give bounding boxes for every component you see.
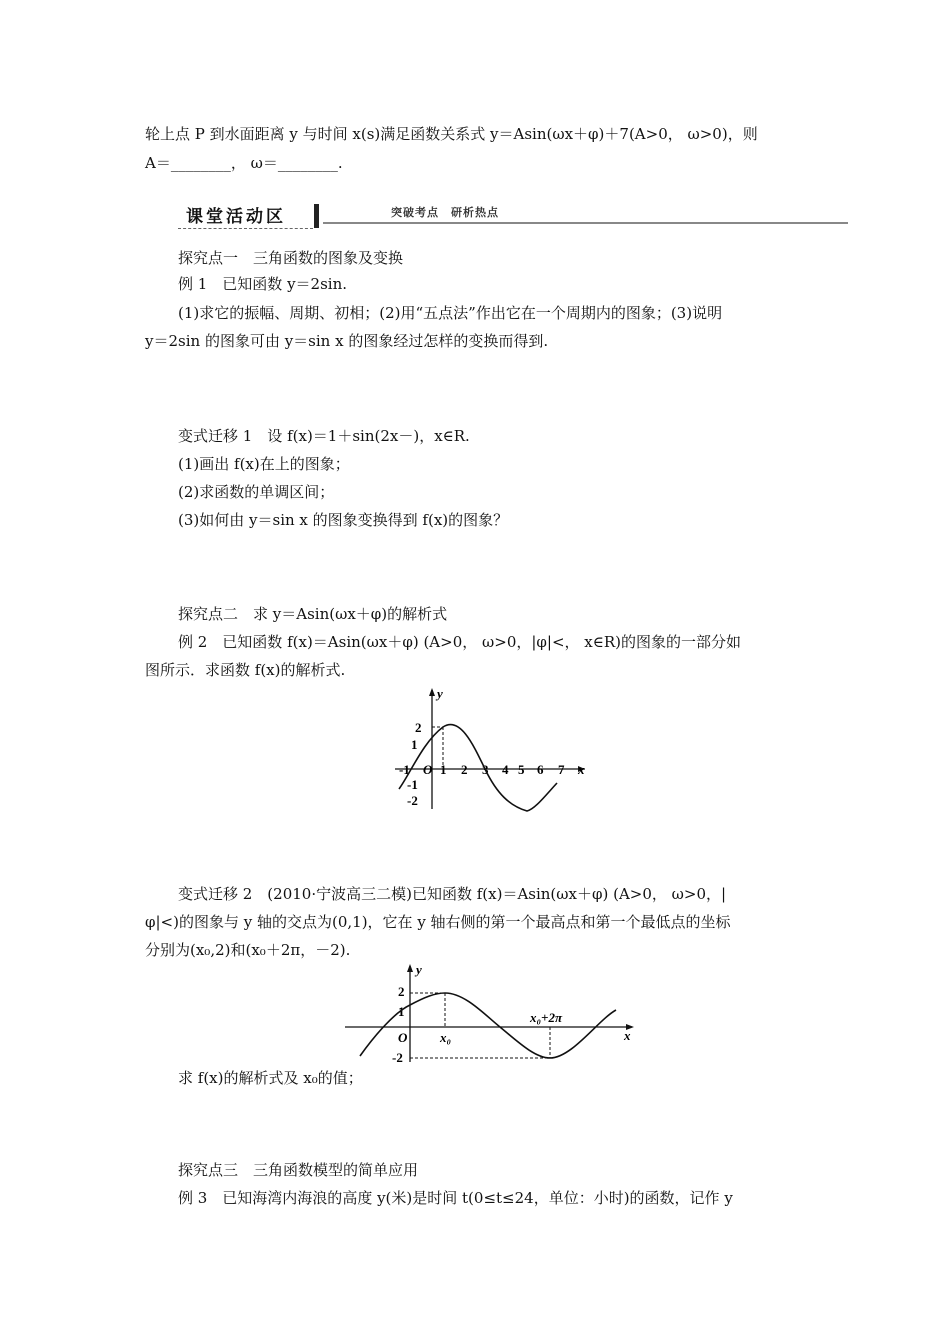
section-heading: 探究点一 三角函数的图象及变换 [178, 249, 404, 267]
x0-2pi-label: x₀+2π [530, 1010, 563, 1025]
question-line: (2)求函数的单调区间； [178, 483, 335, 501]
y-tick-2: 2 [415, 720, 422, 735]
y-tick-neg2: -2 [392, 1050, 403, 1065]
x-tick: 1 [440, 762, 447, 777]
question-line: (1)画出 f(x)在上的图象； [178, 455, 350, 473]
banner-rule [323, 222, 848, 224]
banner-dash [178, 228, 313, 229]
banner-subtitle: 突破考点 研析热点 [391, 206, 499, 219]
variant-title: 变式迁移 1 设 f(x)＝1＋sin(2x－)，x∈R. [178, 427, 470, 445]
x-axis-label: x [578, 762, 585, 777]
x-tick: 4 [502, 762, 509, 777]
y-tick-neg2: -2 [407, 793, 418, 808]
section-heading: 探究点三 三角函数模型的简单应用 [178, 1161, 419, 1179]
text-line: A＝________， ω＝________. [145, 154, 343, 172]
banner-bar [314, 204, 319, 228]
sine-curve [360, 993, 616, 1058]
x-tick: 2 [461, 762, 468, 777]
x-tick: -1 [399, 762, 410, 777]
question-line: 求 f(x)的解析式及 x₀的值； [178, 1069, 363, 1087]
origin-label: O [423, 762, 433, 777]
x-tick: 6 [537, 762, 544, 777]
section-banner [178, 200, 848, 230]
x0-label: x₀ [440, 1030, 452, 1045]
text-line: 轮上点 P 到水面距离 y 与时间 x(s)满足函数关系式 y＝Asin(ωx＋φ)＋7(A>0， ω>0)，则 [145, 125, 758, 143]
y-axis-label: y [416, 962, 422, 977]
origin-label: O [398, 1030, 408, 1045]
question-line: φ|<)的图象与 y 轴的交点为(0,1)，它在 y 轴右侧的第一个最高点和第一个最低点的坐标 [145, 913, 731, 931]
x-tick: 5 [518, 762, 525, 777]
section-heading: 探究点二 求 y＝Asin(ωx＋φ)的解析式 [178, 605, 448, 623]
example-title: 例 2 已知函数 f(x)＝Asin(ωx＋φ) (A>0， ω>0，|φ|<， x∈R)的图象的一部分如 [178, 633, 742, 651]
y-tick-1: 1 [411, 737, 418, 752]
x-tick: 3 [482, 762, 489, 777]
graph-2 [340, 960, 640, 1065]
question-line: (3)如何由 y＝sin x 的图象变换得到 f(x)的图象？ [178, 511, 509, 529]
x-tick: 7 [558, 762, 565, 777]
x-axis-label: x [624, 1028, 631, 1043]
y-tick-1: 1 [398, 1004, 405, 1019]
question-line: (1)求它的振幅、周期、初相；(2)用“五点法”作出它在一个周期内的图象；(3)说明 [178, 304, 723, 322]
question-line: y＝2sin 的图象可由 y＝sin x 的图象经过怎样的变换而得到. [145, 332, 549, 350]
graph-1 [385, 684, 595, 814]
y-tick-2: 2 [398, 984, 405, 999]
question-line: 图所示．求函数 f(x)的解析式. [145, 661, 346, 679]
y-axis-arrow [407, 964, 413, 972]
banner-title: 课堂活动区 [186, 207, 286, 227]
question-line: 分别为(x₀,2)和(x₀＋2π，－2). [145, 941, 351, 959]
variant-title: 变式迁移 2 (2010·宁波高三二模)已知函数 f(x)＝Asin(ωx＋φ) (A>0， ω>0，| [178, 885, 727, 903]
example-title: 例 1 已知函数 y＝2sin. [178, 275, 348, 293]
y-axis-arrow [429, 688, 435, 696]
example-title: 例 3 已知海湾内海浪的高度 y(米)是时间 t(0≤t≤24，单位：小时)的函数，记作 y [178, 1189, 733, 1207]
y-axis-label: y [437, 686, 443, 701]
y-tick-neg1: -1 [407, 777, 418, 792]
